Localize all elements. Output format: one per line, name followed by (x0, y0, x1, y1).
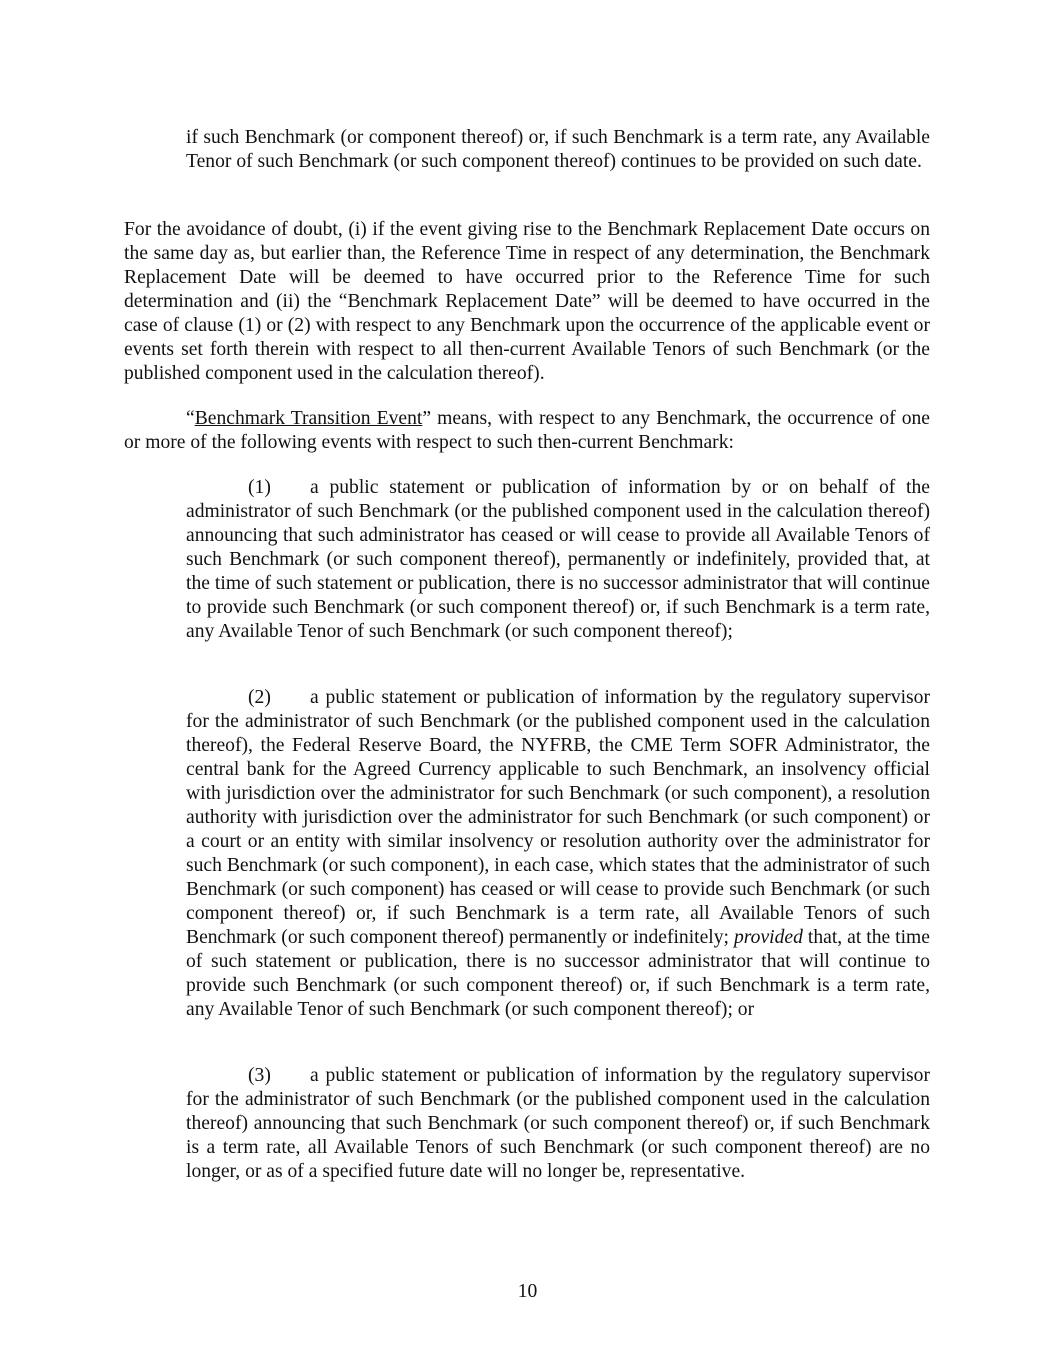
open-quote: “ (186, 408, 195, 429)
italic-term: provided (733, 927, 803, 948)
clause-text: a public statement or publication of information by the regulatory supervisor for the administrator of such Benchmark (or the published component used in the calculation thereof) announcing that such Benchmark (or such component thereof) or, if such Benchmark is a term rate, all Available Tenors of such Benchmark (or such component thereof) are no longer, or as of a specified future date will no longer be, representative. (186, 1065, 930, 1182)
continuation-paragraph: if such Benchmark (or component thereof) or, if such Benchmark is a term rate, any Available Tenor of such Benchmark (or such component thereof) continues to be provided on such date. (186, 127, 930, 172)
clause-number: (2) (248, 687, 271, 708)
clause-text-continued: that, at the time of such statement or publication, there is no successor administrator that will continue to provide such Benchmark (or such component thereof) or, if such Benchmark is a term rate, any Available Tenor of such Benchmark (or such component thereof); or (186, 927, 930, 1020)
defined-term: Benchmark Transition Event (194, 408, 423, 429)
clause-number: (3) (248, 1065, 271, 1086)
definition-text: ” means, with respect to any Benchmark, the occurrence of one or more of the following events with respect to such then-current Benchmark: (124, 408, 931, 453)
clause-text: a public statement or publication of information by or on behalf of the administrator of such Benchmark (or the published component used in the calculation thereof) announcing that such administrator has ceased or will cease to provide all Available Tenors of such Benchmark (or such component thereof), permanently or indefinitely, provided that, at the time of such statement or publication, there is no successor administrator that will continue to provide such Benchmark (or such component thereof) or, if such Benchmark is a term rate, any Available Tenor of such Benchmark (or such component thereof); (186, 477, 930, 642)
clause-1 (186, 476, 930, 644)
clause-number: (1) (248, 477, 271, 498)
avoidance-of-doubt-paragraph: For the avoidance of doubt, (i) if the event giving rise to the Benchmark Replacement Date occurs on the same day as, but earlier than, the Reference Time in respect of any determination, the Benchmark Replacement Date will be deemed to have occurred prior to the Reference Time for such determination and (ii) the “Benchmark Replacement Date” will be deemed to have occurred in the case of clause (1) or (2) with respect to any Benchmark upon the occurrence of the applicable event or events set forth therein with respect to all then-current Available Tenors of such Benchmark (or the published component used in the calculation thereof). (124, 219, 930, 384)
clause-text: a public statement or publication of information by the regulatory supervisor for the administrator of such Benchmark (or the published component used in the calculation thereof), the Federal Reserve Board, the NYFRB, the CME Term SOFR Administrator, the central bank for the Agreed Currency applicable to such Benchmark, an insolvency official with jurisdiction over the administrator for such Benchmark (or such component), a resolution authority with jurisdiction over the administrator for such Benchmark (or such component) or a court or an entity with similar insolvency or resolution authority over the administrator for such Benchmark (or such component), in each case, which states that the administrator of such Benchmark (or such component) has ceased or will cease to provide such Benchmark (or such component thereof) or, if such Benchmark is a term rate, all Available Tenors of such Benchmark (or such component thereof) permanently or indefinitely; (186, 687, 930, 948)
page-number: 10 (517, 1281, 538, 1302)
clause-2 (186, 686, 930, 1022)
definition-paragraph (124, 407, 930, 455)
clause-3 (186, 1064, 930, 1184)
